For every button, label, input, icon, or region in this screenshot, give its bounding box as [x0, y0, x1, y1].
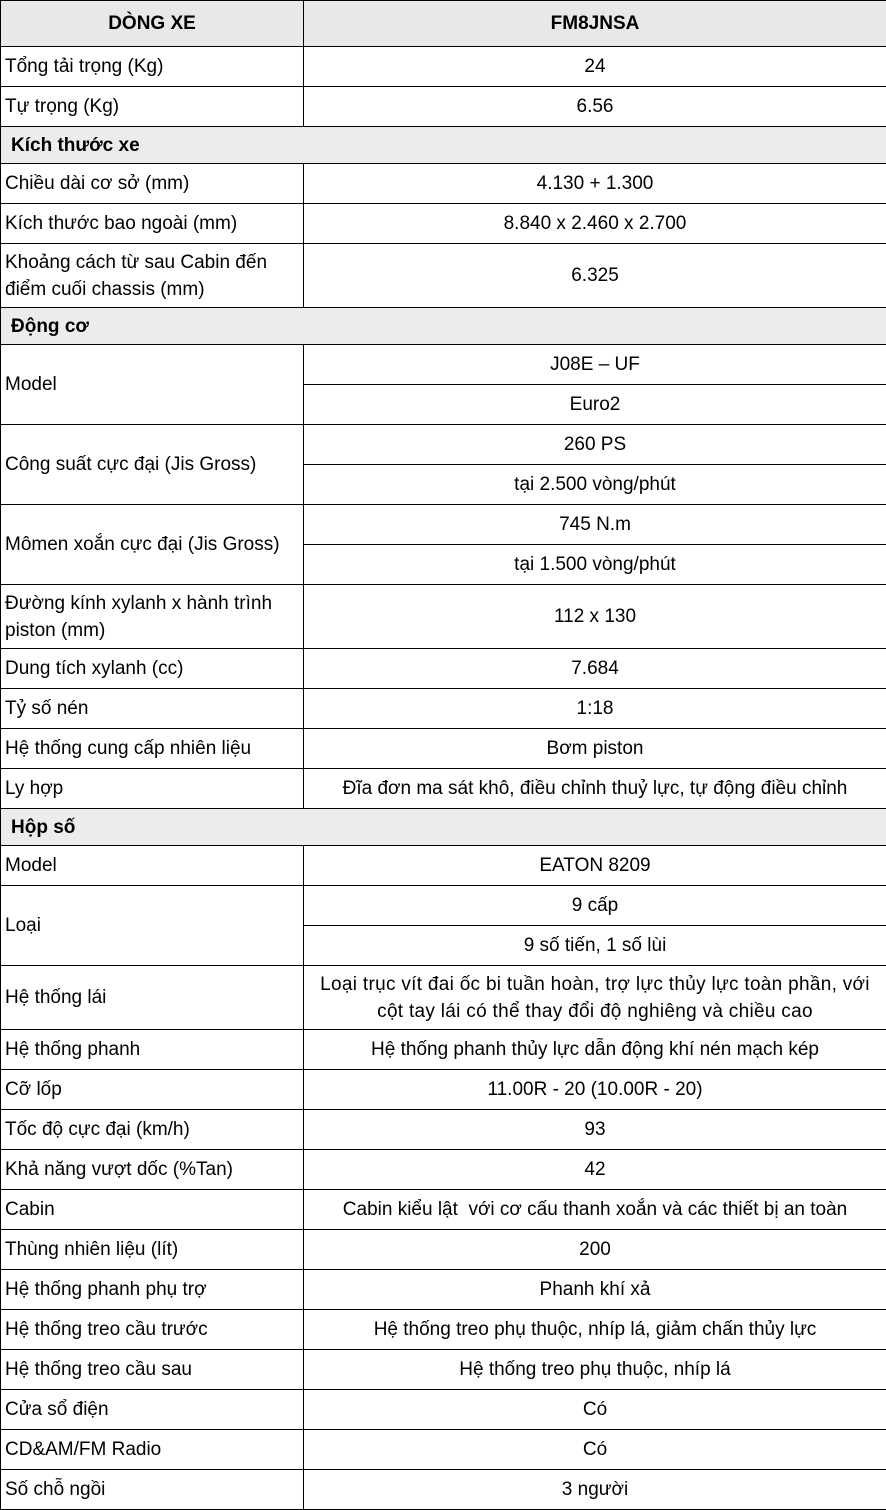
row-label: Chiều dài cơ sở (mm) — [1, 164, 304, 204]
row-value: 6.325 — [304, 244, 886, 308]
table-row — [1, 1110, 886, 1150]
row-label: Dung tích xylanh (cc) — [1, 649, 304, 689]
row-label: Model — [1, 846, 304, 886]
row-label: Số chỗ ngồi — [1, 1470, 304, 1510]
table-row — [1, 846, 886, 886]
row-label: Đường kính xylanh x hành trình piston (mm) — [1, 585, 304, 649]
row-value: 112 x 130 — [304, 585, 886, 649]
table-row — [1, 769, 886, 809]
table-row — [1, 1350, 886, 1390]
section-title: Hộp số — [1, 809, 886, 846]
row-value: Đĩa đơn ma sát khô, điều chỉnh thuỷ lực, tự động điều chỉnh — [304, 769, 886, 809]
row-value: J08E – UF — [304, 345, 886, 385]
row-value: Có — [304, 1390, 886, 1430]
row-value: Euro2 — [304, 385, 886, 425]
row-value: 8.840 x 2.460 x 2.700 — [304, 204, 886, 244]
row-value: 6.56 — [304, 87, 886, 127]
row-value: 200 — [304, 1230, 886, 1270]
table-row — [1, 47, 886, 87]
table-header-row — [1, 1, 886, 47]
section-header-gearbox — [1, 809, 886, 846]
row-label: Khoảng cách từ sau Cabin đến điểm cuối chassis (mm) — [1, 244, 304, 308]
table-row — [1, 1270, 886, 1310]
row-label: Model — [1, 345, 304, 425]
row-value: 9 số tiến, 1 số lùi — [304, 926, 886, 966]
row-value: Hệ thống treo phụ thuộc, nhíp lá — [304, 1350, 886, 1390]
row-value: tại 2.500 vòng/phút — [304, 465, 886, 505]
row-label: Tổng tải trọng (Kg) — [1, 47, 304, 87]
table-row — [1, 1230, 886, 1270]
row-value: 42 — [304, 1150, 886, 1190]
table-row — [1, 505, 886, 545]
row-label: CD&AM/FM Radio — [1, 1430, 304, 1470]
row-value: EATON 8209 — [304, 846, 886, 886]
table-row — [1, 1470, 886, 1510]
table-row — [1, 1310, 886, 1350]
row-label: Khả năng vượt dốc (%Tan) — [1, 1150, 304, 1190]
row-value: Loại trục vít đai ốc bi tuần hoàn, trợ lực thủy lực toàn phần, với cột tay lái có thể thay đổi độ nghiêng và chiều cao — [304, 966, 886, 1030]
row-label: Cửa sổ điện — [1, 1390, 304, 1430]
row-value: Cabin kiểu lật với cơ cấu thanh xoắn và các thiết bị an toàn — [304, 1190, 886, 1230]
table-row — [1, 1070, 886, 1110]
section-header-engine — [1, 308, 886, 345]
table-row — [1, 649, 886, 689]
table-row — [1, 87, 886, 127]
row-label: Hệ thống cung cấp nhiên liệu — [1, 729, 304, 769]
row-label: Cỡ lốp — [1, 1070, 304, 1110]
row-value: 9 cấp — [304, 886, 886, 926]
row-value: tại 1.500 vòng/phút — [304, 545, 886, 585]
row-value: 11.00R - 20 (10.00R - 20) — [304, 1070, 886, 1110]
row-value: 260 PS — [304, 425, 886, 465]
row-value: Phanh khí xả — [304, 1270, 886, 1310]
table-row — [1, 1390, 886, 1430]
row-label: Mômen xoắn cực đại (Jis Gross) — [1, 505, 304, 585]
table-row — [1, 585, 886, 649]
table-row — [1, 425, 886, 465]
row-value: Hệ thống treo phụ thuộc, nhíp lá, giảm chấn thủy lực — [304, 1310, 886, 1350]
row-label: Loại — [1, 886, 304, 966]
table-row — [1, 1430, 886, 1470]
row-value: 7.684 — [304, 649, 886, 689]
row-label: Hệ thống lái — [1, 966, 304, 1030]
row-value: Bơm piston — [304, 729, 886, 769]
table-row — [1, 345, 886, 385]
row-label: Tỷ số nén — [1, 689, 304, 729]
row-value: 93 — [304, 1110, 886, 1150]
row-value: 4.130 + 1.300 — [304, 164, 886, 204]
table-row — [1, 966, 886, 1030]
header-model-value: FM8JNSA — [304, 1, 886, 47]
row-value: Hệ thống phanh thủy lực dẫn động khí nén mạch kép — [304, 1030, 886, 1070]
table-row — [1, 164, 886, 204]
section-title: Kích thước xe — [1, 127, 886, 164]
table-row — [1, 689, 886, 729]
row-label: Hệ thống treo cầu sau — [1, 1350, 304, 1390]
section-header-dimensions — [1, 127, 886, 164]
row-label: Hệ thống treo cầu trước — [1, 1310, 304, 1350]
row-label: Cabin — [1, 1190, 304, 1230]
row-label: Kích thước bao ngoài (mm) — [1, 204, 304, 244]
row-value: 3 người — [304, 1470, 886, 1510]
row-label: Thùng nhiên liệu (lít) — [1, 1230, 304, 1270]
table-row — [1, 886, 886, 926]
row-label: Tốc độ cực đại (km/h) — [1, 1110, 304, 1150]
table-row — [1, 729, 886, 769]
row-label: Hệ thống phanh phụ trợ — [1, 1270, 304, 1310]
table-row — [1, 1150, 886, 1190]
row-value: 1:18 — [304, 689, 886, 729]
row-label: Hệ thống phanh — [1, 1030, 304, 1070]
row-label: Công suất cực đại (Jis Gross) — [1, 425, 304, 505]
table-row — [1, 204, 886, 244]
table-row — [1, 244, 886, 308]
header-model-label: DÒNG XE — [1, 1, 304, 47]
row-value: 24 — [304, 47, 886, 87]
table-row — [1, 1190, 886, 1230]
table-row — [1, 1030, 886, 1070]
row-label: Tự trọng (Kg) — [1, 87, 304, 127]
row-value: 745 N.m — [304, 505, 886, 545]
row-label: Ly hợp — [1, 769, 304, 809]
row-value: Có — [304, 1430, 886, 1470]
section-title: Động cơ — [1, 308, 886, 345]
